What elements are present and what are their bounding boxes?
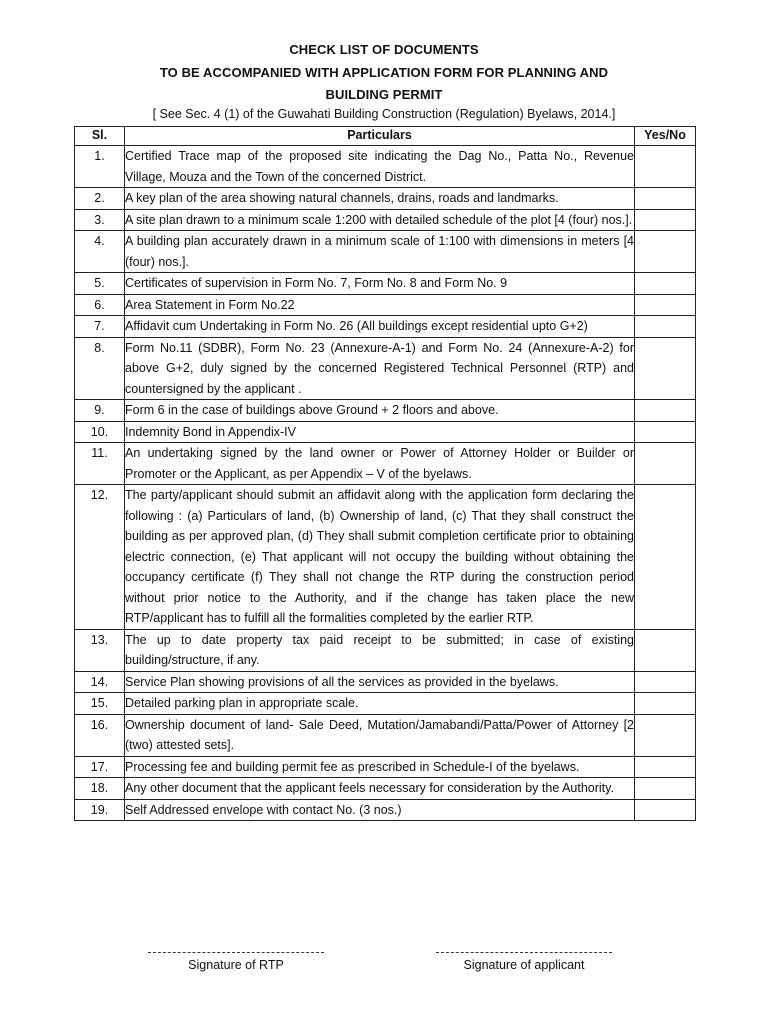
row-serial-number: 12. bbox=[75, 485, 125, 630]
row-particulars: Self Addressed envelope with contact No. (3 nos.) bbox=[125, 799, 635, 821]
row-serial-number: 17. bbox=[75, 756, 125, 778]
row-yes-no-cell[interactable] bbox=[635, 485, 696, 630]
row-particulars: Service Plan showing provisions of all the services as provided in the byelaws. bbox=[125, 671, 635, 693]
table-row bbox=[75, 273, 696, 295]
row-yes-no-cell[interactable] bbox=[635, 188, 696, 210]
row-particulars: Indemnity Bond in Appendix-IV bbox=[125, 421, 635, 443]
row-yes-no-cell[interactable] bbox=[635, 693, 696, 715]
row-serial-number: 14. bbox=[75, 671, 125, 693]
table-row bbox=[75, 629, 696, 671]
table-row bbox=[75, 671, 696, 693]
row-serial-number: 16. bbox=[75, 714, 125, 756]
row-particulars: The party/applicant should submit an affidavit along with the application form declaring the following : (a) Particulars of land, (b) Ownership of land, (c) That they shall construct the building as per approved plan, (d) They shall submit completion certificate prior to obtaining electric connection, (e) That applicant will not occupy the building without obtaining the occupancy certificate (f) They shall not change the RTP during the construction period without prior notice to the Authority, and if the change has taken place the new RTP/applicant has to fulfill all the formalities completed by the earlier RTP. bbox=[125, 485, 635, 630]
row-serial-number: 4. bbox=[75, 231, 125, 273]
row-particulars: Affidavit cum Undertaking in Form No. 26 (All buildings except residential upto G+2) bbox=[125, 316, 635, 338]
row-yes-no-cell[interactable] bbox=[635, 146, 696, 188]
header-sl: Sl. bbox=[75, 127, 125, 146]
table-row bbox=[75, 294, 696, 316]
row-yes-no-cell[interactable] bbox=[635, 714, 696, 756]
row-yes-no-cell[interactable] bbox=[635, 400, 696, 422]
row-particulars: Certificates of supervision in Form No. 7, Form No. 8 and Form No. 9 bbox=[125, 273, 635, 295]
row-serial-number: 5. bbox=[75, 273, 125, 295]
table-row bbox=[75, 188, 696, 210]
table-row bbox=[75, 400, 696, 422]
row-yes-no-cell[interactable] bbox=[635, 671, 696, 693]
applicant-signature-label: Signature of applicant bbox=[463, 958, 585, 972]
row-particulars: A building plan accurately drawn in a minimum scale of 1:100 with dimensions in meters [4 (four) nos.]. bbox=[125, 231, 635, 273]
row-yes-no-cell[interactable] bbox=[635, 316, 696, 338]
row-yes-no-cell[interactable] bbox=[635, 231, 696, 273]
document-title: CHECK LIST OF DOCUMENTS bbox=[289, 42, 479, 57]
rtp-signature-line bbox=[148, 952, 324, 953]
row-serial-number: 9. bbox=[75, 400, 125, 422]
table-row bbox=[75, 693, 696, 715]
row-particulars: Form 6 in the case of buildings above Ground + 2 floors and above. bbox=[125, 400, 635, 422]
row-serial-number: 10. bbox=[75, 421, 125, 443]
row-yes-no-cell[interactable] bbox=[635, 629, 696, 671]
row-serial-number: 18. bbox=[75, 778, 125, 800]
row-serial-number: 2. bbox=[75, 188, 125, 210]
row-particulars: Area Statement in Form No.22 bbox=[125, 294, 635, 316]
row-particulars: Any other document that the applicant feels necessary for consideration by the Authority. bbox=[125, 778, 635, 800]
table-row bbox=[75, 485, 696, 630]
row-serial-number: 8. bbox=[75, 337, 125, 400]
header-yes-no: Yes/No bbox=[635, 127, 696, 146]
row-yes-no-cell[interactable] bbox=[635, 778, 696, 800]
row-particulars: Processing fee and building permit fee as prescribed in Schedule-I of the byelaws. bbox=[125, 756, 635, 778]
table-row bbox=[75, 443, 696, 485]
row-serial-number: 13. bbox=[75, 629, 125, 671]
table-row bbox=[75, 337, 696, 400]
row-particulars: Ownership document of land- Sale Deed, Mutation/Jamabandi/Patta/Power of Attorney [2 (two) attested sets]. bbox=[125, 714, 635, 756]
row-serial-number: 6. bbox=[75, 294, 125, 316]
rtp-signature-label: Signature of RTP bbox=[188, 958, 284, 972]
regulation-reference: [ See Sec. 4 (1) of the Guwahati Building Construction (Regulation) Byelaws, 2014.] bbox=[152, 107, 616, 121]
row-yes-no-cell[interactable] bbox=[635, 443, 696, 485]
applicant-signature-line bbox=[436, 952, 612, 953]
row-particulars: An undertaking signed by the land owner or Power of Attorney Holder or Builder or Promoter or the Applicant, as per Appendix – V of the byelaws. bbox=[125, 443, 635, 485]
row-serial-number: 19. bbox=[75, 799, 125, 821]
document-subtitle-line1: TO BE ACCOMPANIED WITH APPLICATION FORM FOR PLANNING AND bbox=[159, 65, 609, 80]
row-particulars: The up to date property tax paid receipt to be submitted; in case of existing building/structure, if any. bbox=[125, 629, 635, 671]
checklist-table bbox=[74, 126, 696, 821]
row-serial-number: 11. bbox=[75, 443, 125, 485]
document-subtitle-line2: BUILDING PERMIT bbox=[325, 87, 443, 102]
table-row bbox=[75, 316, 696, 338]
table-row bbox=[75, 421, 696, 443]
row-yes-no-cell[interactable] bbox=[635, 756, 696, 778]
table-header-row bbox=[75, 127, 696, 146]
row-particulars: Certified Trace map of the proposed site indicating the Dag No., Patta No., Revenue Village, Mouza and the Town of the concerned District. bbox=[125, 146, 635, 188]
row-serial-number: 15. bbox=[75, 693, 125, 715]
row-yes-no-cell[interactable] bbox=[635, 799, 696, 821]
row-serial-number: 1. bbox=[75, 146, 125, 188]
row-serial-number: 3. bbox=[75, 209, 125, 231]
table-row bbox=[75, 209, 696, 231]
table-row bbox=[75, 778, 696, 800]
row-yes-no-cell[interactable] bbox=[635, 273, 696, 295]
row-yes-no-cell[interactable] bbox=[635, 209, 696, 231]
row-particulars: A site plan drawn to a minimum scale 1:200 with detailed schedule of the plot [4 (four) nos.]. bbox=[125, 209, 635, 231]
table-row bbox=[75, 756, 696, 778]
row-yes-no-cell[interactable] bbox=[635, 294, 696, 316]
row-yes-no-cell[interactable] bbox=[635, 421, 696, 443]
row-serial-number: 7. bbox=[75, 316, 125, 338]
row-particulars: Form No.11 (SDBR), Form No. 23 (Annexure-A-1) and Form No. 24 (Annexure-A-2) for above G+2, duly signed by the concerned Registered Technical Personnel (RTP) and countersigned by the applicant . bbox=[125, 337, 635, 400]
table-row bbox=[75, 799, 696, 821]
row-particulars: A key plan of the area showing natural channels, drains, roads and landmarks. bbox=[125, 188, 635, 210]
header-particulars: Particulars bbox=[125, 127, 635, 146]
row-yes-no-cell[interactable] bbox=[635, 337, 696, 400]
row-particulars: Detailed parking plan in appropriate scale. bbox=[125, 693, 635, 715]
table-row bbox=[75, 714, 696, 756]
table-row bbox=[75, 231, 696, 273]
table-row bbox=[75, 146, 696, 188]
